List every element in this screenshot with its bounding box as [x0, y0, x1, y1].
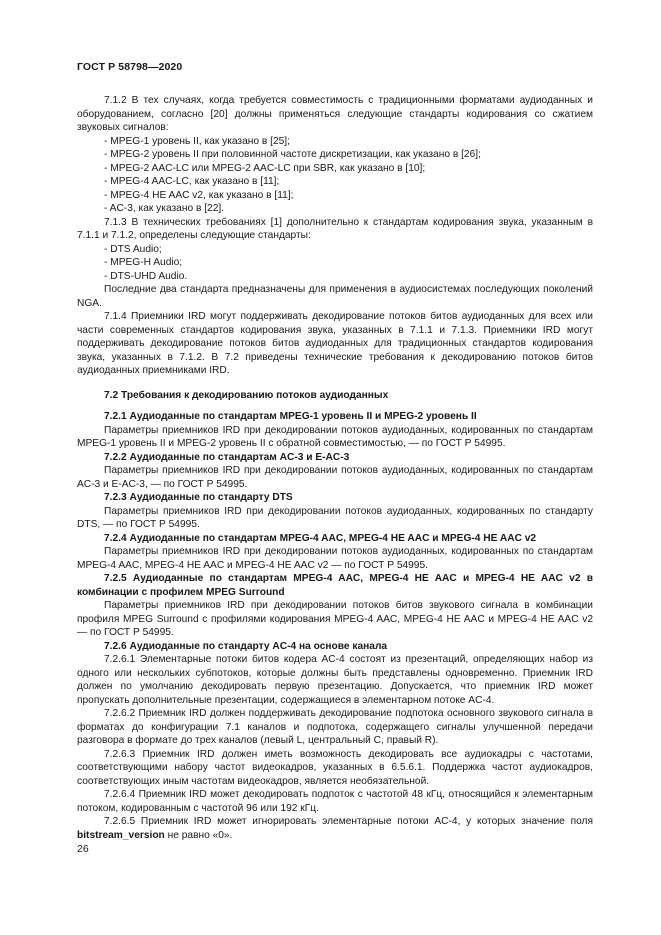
paragraph-7-1-2: 7.1.2 В тех случаях, когда требуется совместимость с традиционными форматами аудиоданных и оборудованием, согласно [20] должны применяться следующие стандарты кодирования со сжатием звуковых сигналов: [77, 95, 593, 133]
paragraph-7-2-2: Параметры приемников IRD при декодировании потоков аудиоданных, кодированных по стандартам AC-3 и E-AC-3, — по ГОСТ Р 54995. [77, 465, 593, 490]
paragraph-7-1-3: 7.1.3 В технических требованиях [1] дополнительно к стандартам кодирования звука, указанным в 7.1.1 и 7.1.2, определены следующие стандарты: [77, 216, 593, 241]
paragraph-7-2-6-3: 7.2.6.3 Приемник IRD должен иметь возможность декодировать все аудиокадры с частотами, соответствующими набору частот видеокадров, указанных в 6.5.6.1. Поддержка частот аудиокадров, соответствующих иным частотам видеокадров, является необязательной. [77, 748, 593, 787]
list-item: - DTS Audio; [104, 243, 162, 255]
list-item: - AC-3, как указано в [22]. [104, 203, 225, 214]
page-body [77, 94, 593, 842]
page-number: 26 [77, 843, 89, 855]
list-item: - MPEG-H Audio; [104, 257, 183, 268]
paragraph-7-2-6-1: 7.2.6.1 Элементарные потоки битов кодера AC-4 состоят из презентаций, определяющих набор из одного или нескольких субпотоков, которые должны быть представлены одновременно. Приемник IRD должен по умолчанию декодировать первую презентацию. Допускается, что приемник IRD может пропускать дополнительные презентации, содержащиеся в элементарном потоке AC-4. [77, 654, 593, 706]
list-item: - MPEG-4 AAC-LC, как указано в [11]; [104, 176, 280, 187]
paragraph-7-2-4: Параметры приемников IRD при декодировании потоков аудиоданных, кодированных по стандартам MPEG-4 AAC, MPEG-4 HE AAC и MPEG-4 HE AAC v2 — по ГОСТ Р 54995. [77, 546, 593, 571]
paragraph-nga: Последние два стандарта предназначены для применения в аудиосистемах последующих поколений NGA. [77, 284, 593, 309]
paragraph-7-2-1: Параметры приемников IRD при декодировании потоков аудиоданных, кодированных по стандартам MPEG-1 уровень II и MPEG-2 уровень II с обратной совместимостью, — по ГОСТ Р 54995. [77, 424, 593, 449]
section-heading-7-2: 7.2 Требования к декодированию потоков аудиоданных [104, 389, 389, 401]
subsection-heading-7-2-6: 7.2.6 Аудиоданные по стандарту AC-4 на основе канала [104, 640, 388, 652]
list-item: - MPEG-2 AAC-LC или MPEG-2 AAC-LC при SBR, как указано в [10]; [104, 162, 426, 174]
paragraph-7-2-6-5-end: не равно «0». [167, 829, 233, 841]
paragraph-7-2-6-4: 7.2.6.4 Приемник IRD может декодировать подпоток с частотой 48 кГц, относящийся к элементарным потоком, кодированным с частотой 96 или 192 кГц. [77, 789, 593, 814]
paragraph-7-2-5: Параметры приемников IRD при декодировании потоков битов звукового сигнала в комбинации профиля MPEG Surround с профилями кодирования MPEG-4 AAC, MPEG-4 HE AAC и MPEG-4 HE AAC v2 — по ГОСТ Р 54995. [77, 600, 593, 638]
bitstream-version-term: bitstream_version [77, 829, 165, 841]
list-item: - DTS-UHD Audio. [104, 270, 188, 282]
paragraph-7-1-4: 7.1.4 Приемники IRD могут поддерживать декодирование потоков битов аудиоданных для всех или части современных стандартов кодирования звука, указанных в 7.1.1 и 7.1.3. Приемники IRD могут поддерживать декодирование потоков битов аудиоданных для традиционных стандартов кодирования звука, указанных в 7.1.2. В 7.2 приведены технические требования к декодированию потоков битов аудиоданных приемниками IRD. [77, 311, 593, 376]
list-item: - MPEG-2 уровень II при половинной частоте дискретизации, как указано в [26]; [104, 149, 481, 160]
standard-header: ГОСТ Р 58798—2020 [77, 61, 183, 73]
paragraph-7-2-6-2: 7.2.6.2 Приемник IRD должен поддерживать декодирование подпотока основного звукового сигнала в форматах до конфигурации 7.1 каналов и подпотока, содержащего сигналы улучшенной передачи разговора в формате до трех каналов (левый L, центральный C, правый R). [77, 708, 593, 746]
paragraph-7-2-6-5-start: 7.2.6.5 Приемник IRD может игнорировать элементарные потоки AC-4, у которых значение поля [104, 816, 593, 827]
subsection-heading-7-2-1: 7.2.1 Аудиоданные по стандартам MPEG-1 уровень II и MPEG-2 уровень II [104, 411, 477, 422]
subsection-heading-7-2-4: 7.2.4 Аудиоданные по стандартам MPEG-4 AAC, MPEG-4 HE AAC и MPEG-4 HE AAC v2 [104, 532, 537, 544]
subsection-heading-7-2-2: 7.2.2 Аудиоданные по стандартам AC-3 и E-AC-3 [104, 451, 350, 463]
subsection-heading-7-2-5: 7.2.5 Аудиоданные по стандартам MPEG-4 AAC, MPEG-4 HE AAC и MPEG-4 HE AAC v2 в комбинации с профилем MPEG Surround [77, 573, 593, 598]
paragraph-7-2-6-5 [77, 815, 593, 842]
paragraph-7-2-3: Параметры приемников IRD при декодировании потоков аудиоданных, кодированных по стандарту DTS, — по ГОСТ Р 54995. [77, 505, 593, 530]
subsection-heading-7-2-3: 7.2.3 Аудиоданные по стандарту DTS [104, 492, 293, 503]
list-item: - MPEG-1 уровень II, как указано в [25]; [104, 135, 290, 147]
list-item: - MPEG-4 HE AAC v2, как указано в [11]; [104, 189, 294, 201]
